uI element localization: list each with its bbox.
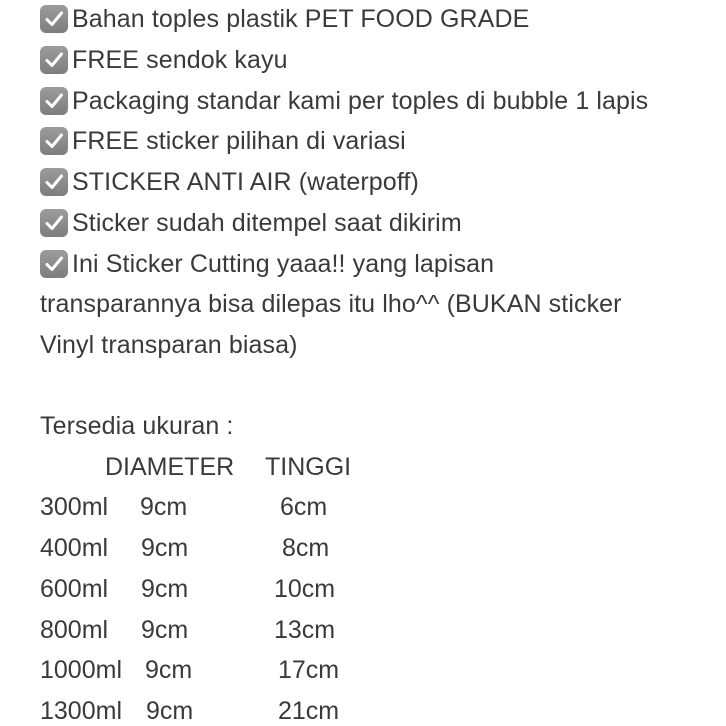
column-header-diameter: DIAMETER bbox=[105, 453, 235, 481]
size-tinggi: 10cm bbox=[274, 575, 336, 603]
size-volume: 600ml bbox=[40, 575, 109, 603]
size-tinggi: 17cm bbox=[278, 656, 340, 684]
sizes-heading: Tersedia ukuran : bbox=[40, 412, 234, 440]
size-diameter: 9cm bbox=[141, 534, 189, 562]
size-tinggi: 13cm bbox=[274, 616, 336, 644]
feature-item bbox=[40, 4, 529, 34]
feature-text: Packaging standar kami per toples di bubble 1 lapis bbox=[72, 87, 649, 115]
feature-text: STICKER ANTI AIR (waterpoff) bbox=[72, 168, 419, 196]
column-header-tinggi: TINGGI bbox=[265, 453, 352, 481]
check-mark-icon bbox=[40, 87, 68, 115]
size-tinggi: 21cm bbox=[278, 697, 340, 725]
check-mark-icon bbox=[40, 127, 68, 155]
check-mark-icon bbox=[40, 209, 68, 237]
check-mark-icon bbox=[40, 46, 68, 74]
size-diameter: 9cm bbox=[140, 493, 188, 521]
check-mark-icon bbox=[40, 250, 68, 278]
size-volume: 1300ml bbox=[40, 697, 122, 725]
size-tinggi: 6cm bbox=[280, 493, 328, 521]
size-diameter: 9cm bbox=[146, 697, 194, 725]
note-continuation-line: transparannya bisa dilepas itu lho^^ (BUKAN sticker bbox=[40, 290, 622, 318]
feature-item bbox=[40, 86, 648, 116]
feature-item bbox=[40, 45, 288, 75]
size-tinggi: 8cm bbox=[282, 534, 330, 562]
size-volume: 400ml bbox=[40, 534, 109, 562]
feature-text: Sticker sudah ditempel saat dikirim bbox=[72, 209, 462, 237]
feature-item bbox=[40, 167, 419, 197]
size-diameter: 9cm bbox=[145, 656, 193, 684]
size-diameter: 9cm bbox=[141, 616, 189, 644]
size-volume: 300ml bbox=[40, 493, 109, 521]
size-volume: 800ml bbox=[40, 616, 109, 644]
check-mark-icon bbox=[40, 168, 68, 196]
size-diameter: 9cm bbox=[141, 575, 189, 603]
note-continuation-line: Vinyl transparan biasa) bbox=[40, 331, 298, 359]
feature-text: Ini Sticker Cutting yaaa!! yang lapisan bbox=[72, 250, 495, 278]
feature-text: FREE sticker pilihan di variasi bbox=[72, 127, 406, 155]
feature-item bbox=[40, 208, 462, 238]
feature-text: Bahan toples plastik PET FOOD GRADE bbox=[72, 5, 530, 33]
check-mark-icon bbox=[40, 5, 68, 33]
feature-item bbox=[40, 249, 494, 279]
feature-text: FREE sendok kayu bbox=[72, 46, 288, 74]
feature-item bbox=[40, 126, 406, 156]
size-volume: 1000ml bbox=[40, 656, 122, 684]
